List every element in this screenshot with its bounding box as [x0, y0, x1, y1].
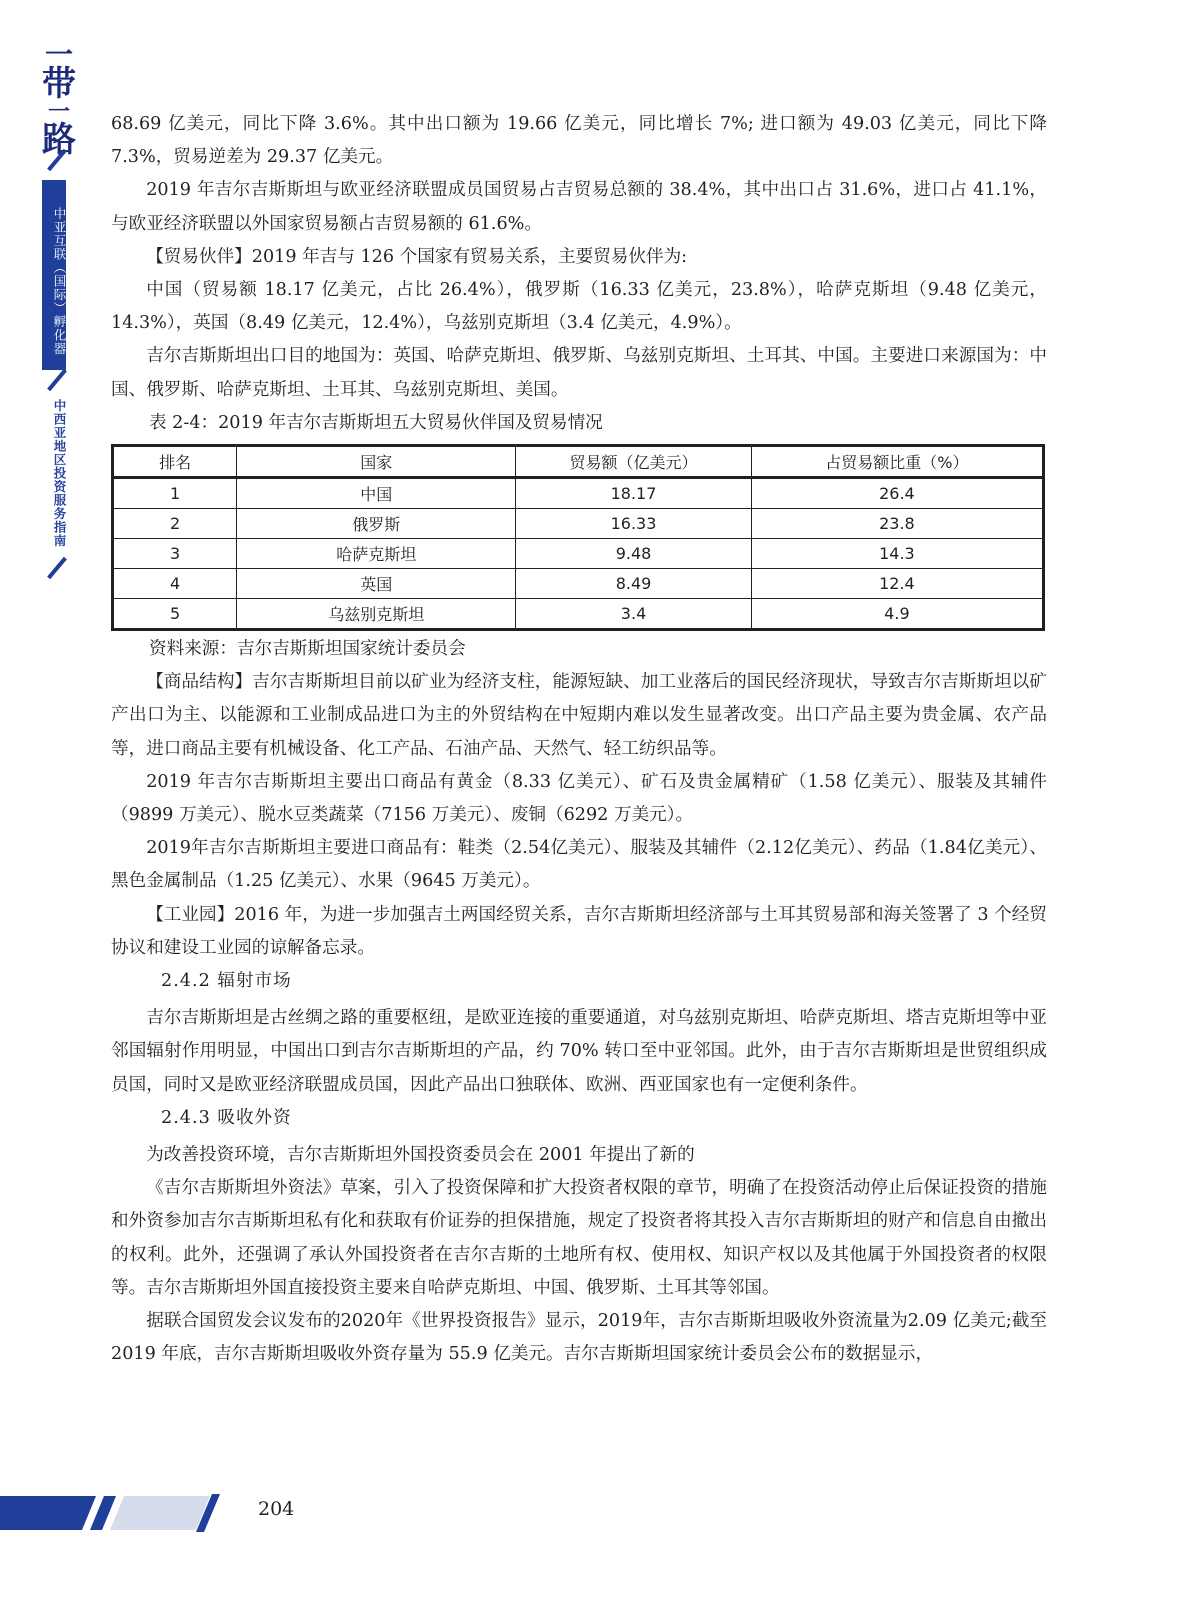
table-cell-rank: 1 [113, 478, 237, 509]
logo-char-2: 带 [42, 64, 76, 104]
table-cell-share: 26.4 [751, 478, 1043, 509]
table-row [113, 599, 1044, 630]
table-cell-country: 乌兹别克斯坦 [237, 599, 516, 630]
table-cell-country: 中国 [237, 478, 516, 509]
table-header-trade-volume: 贸易额（亿美元） [516, 446, 752, 478]
table-cell-trade-volume: 3.4 [516, 599, 752, 630]
logo-char-3: 一 [47, 99, 70, 125]
trade-partners-table [111, 444, 1045, 631]
table-cell-rank: 3 [113, 539, 237, 569]
section-heading-radiation-market: 2.4.2 辐射市场 [161, 971, 292, 992]
section-heading-foreign-investment: 2.4.3 吸收外资 [161, 1107, 292, 1128]
paragraph-main-imports: 2019年吉尔吉斯斯坦主要进口商品有：鞋类（2.54亿美元）、服装及其辅件（2.12亿美元）、药品（1.84亿美元）、黑色金属制品（1.25 亿美元）、水果（9645 万美元）。 [111, 838, 1047, 892]
paragraph-radiation-market: 吉尔吉斯斯坦是古丝绸之路的重要枢纽，是欧亚连接的重要通道，对乌兹别克斯坦、哈萨克斯坦、塔吉克斯坦等中亚邻国辐射作用明显，中国出口到吉尔吉斯斯坦的产品，约 70% 转口至中亚邻国。此外，由于吉尔吉斯斯坦是世贸组织成员国，同时又是欧亚经济联盟成员国，因此产品出口独联体、欧洲、西亚国家也有一定便利条件。 [111, 1008, 1047, 1095]
paragraph-eaeu-share: 2019 年吉尔吉斯斯坦与欧亚经济联盟成员国贸易占吉贸易总额的 38.4%，其中出口占 31.6%，进口占 41.1%，与欧亚经济联盟以外国家贸易额占吉贸易额的 61.6%。 [111, 180, 1047, 234]
table-cell-rank: 4 [113, 569, 237, 599]
table-cell-country: 英国 [237, 569, 516, 599]
logo-char-1: 一 [44, 38, 73, 71]
paragraph-investment-law: 《吉尔吉斯斯坦外资法》草案，引入了投资保障和扩大投资者权限的章节，明确了在投资活动停止后保证投资的措施和外资参加吉尔吉斯斯坦私有化和获取有价证券的担保措施，规定了投资者将其投入吉尔吉斯斯坦的财产和信息自由撤出的权利。此外，还强调了承认外国投资者在吉尔吉斯的土地所有权、使用权、知识产权以及其他属于外国投资者的权限等。吉尔吉斯斯坦外国直接投资主要来自哈萨克斯坦、中国、俄罗斯、土耳其等邻国。 [111, 1178, 1047, 1298]
table-cell-country: 哈萨克斯坦 [237, 539, 516, 569]
table-cell-share: 23.8 [751, 509, 1043, 539]
table-row [113, 539, 1044, 569]
table-cell-rank: 5 [113, 599, 237, 630]
paragraph-trade-total: 68.69 亿美元，同比下降 3.6%。其中出口额为 19.66 亿美元，同比增长 7%; 进口额为 49.03 亿美元，同比下降 7.3%，贸易逆差为 29.37 亿美元。 [111, 114, 1047, 168]
table-row [113, 478, 1044, 509]
table-header-row [113, 446, 1044, 478]
paragraph-industrial-park: 【工业园】2016 年，为进一步加强吉土两国经贸关系，吉尔吉斯斯坦经济部与土耳其贸易部和海关签署了 3 个经贸协议和建设工业园的谅解备忘录。 [111, 904, 1047, 958]
table-cell-share: 4.9 [751, 599, 1043, 630]
logo-char-4: 路 [42, 120, 76, 160]
table-caption: 表 2-4：2019 年吉尔吉斯斯坦五大贸易伙伴国及贸易情况 [149, 412, 603, 433]
paragraph-commodity-structure: 【商品结构】吉尔吉斯斯坦目前以矿业为经济支柱，能源短缺、加工业落后的国民经济现状，导致吉尔吉斯斯坦以矿产出口为主、以能源和工业制成品进口为主的外贸结构在中短期内难以发生显著改变。出口产品主要为贵金属、农产品等，进口商品主要有机械设备、化工产品、石油产品、天然气、轻工纺织品等。 [111, 672, 1047, 759]
table-row [113, 509, 1044, 539]
paragraph-investment-intro: 为改善投资环境，吉尔吉斯斯坦外国投资委员会在 2001 年提出了新的 [146, 1145, 695, 1166]
table-header-country: 国家 [237, 446, 516, 478]
page-number: 204 [258, 1498, 295, 1520]
table-cell-share: 12.4 [751, 569, 1043, 599]
table-header-rank: 排名 [113, 446, 237, 478]
table-header-share: 占贸易额比重（%） [751, 446, 1043, 478]
paragraph-trade-partners-intro: 【贸易伙伴】2019 年吉与 126 个国家有贸易关系，主要贸易伙伴为: [146, 246, 688, 267]
table-cell-country: 俄罗斯 [237, 509, 516, 539]
table-cell-trade-volume: 9.48 [516, 539, 752, 569]
table-cell-share: 14.3 [751, 539, 1043, 569]
sidebar-divider-middle [47, 369, 67, 391]
paragraph-main-exports: 2019 年吉尔吉斯斯坦主要出口商品有黄金（8.33 亿美元）、矿石及贵金属精矿（1.58 亿美元）、服装及其辅件（9899 万美元）、脱水豆类蔬菜（7156 万美元）、废铜（6292 万美元）。 [111, 771, 1047, 826]
table-cell-trade-volume: 8.49 [516, 569, 752, 599]
table-cell-rank: 2 [113, 509, 237, 539]
paragraph-trade-partners-list: 中国（贸易额 18.17 亿美元，占比 26.4%），俄罗斯（16.33 亿美元，23.8%），哈萨克斯坦（9.48 亿美元，14.3%），英国（8.49 亿美元，12.4%），乌兹别克斯坦（3.4 亿美元，4.9%）。 [111, 280, 1047, 334]
paragraph-investment-stats: 据联合国贸发会议发布的2020年《世界投资报告》显示，2019年，吉尔吉斯斯坦吸收外资流量为2.09 亿美元;截至 2019 年底，吉尔吉斯斯坦吸收外资存量为 55.9 亿美元。吉尔吉斯斯坦国家统计委员会公布的数据显示， [111, 1311, 1047, 1365]
sidebar-label-bottom: 中西亚地区投资服务指南 [52, 398, 67, 548]
sidebar-divider-bottom [47, 557, 67, 579]
footer-stripes [0, 1490, 240, 1536]
table-source: 资料来源：吉尔吉斯斯坦国家统计委员会 [149, 639, 466, 660]
table-row [113, 569, 1044, 599]
sidebar-label-top: 中亚互联（国际）孵化器 [52, 206, 67, 356]
table-cell-trade-volume: 16.33 [516, 509, 752, 539]
paragraph-export-import-countries: 吉尔吉斯斯坦出口目的地国为：英国、哈萨克斯坦、俄罗斯、乌兹别克斯坦、土耳其、中国。主要进口来源国为：中国、俄罗斯、哈萨克斯坦、土耳其、乌兹别克斯坦、美国。 [111, 346, 1047, 400]
page-content [111, 108, 1047, 1372]
table-cell-trade-volume: 18.17 [516, 478, 752, 509]
